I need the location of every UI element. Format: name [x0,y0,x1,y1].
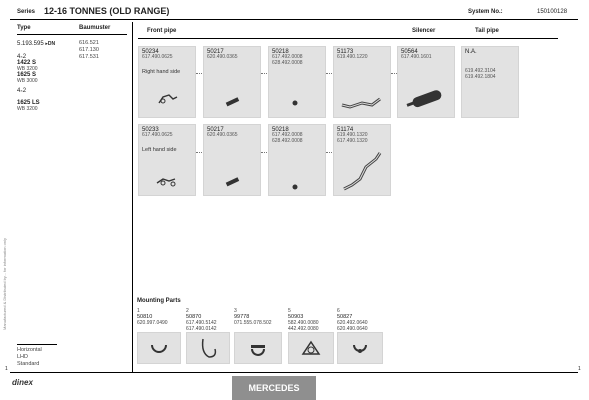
connector-dots [196,73,202,74]
connector-dots [196,152,202,153]
model-group-1: 1422 S WB 3200 1625 S WB 3000 [17,60,38,84]
part-50218-b[interactable]: 50218 617.492.0008 628.492.0008 [268,124,326,196]
gasket-icon [224,175,242,189]
mounting-box-99778[interactable] [234,332,282,364]
mounting-item[interactable]: 2 50870 617.490.5142 617.490.0142 [186,308,217,332]
spec-list: Horizontal LHD Standard [17,347,42,367]
brand-bar: MERCEDES [232,376,316,400]
baumuster-label: Baumuster [79,25,111,31]
front-pipe-bracket-icon [157,91,179,105]
mounting-item[interactable]: 6 50827 620.492.0640 620.490.0640 [337,308,368,332]
part-51173[interactable]: 51173 619.490.1220 [333,46,391,118]
col-front-pipe: Front pipe [147,28,177,34]
part-tail-na[interactable]: N.A. 619.492.3104 619.492.1804 [461,46,519,118]
series-title: 12-16 TONNES (OLD RANGE) [44,6,170,16]
part-51174[interactable]: 51174 619.490.1320 617.490.1320 [333,124,391,196]
spec-divider [17,344,57,345]
part-50218[interactable]: 50218 617.492.0008 628.492.0008 [268,46,326,118]
type-label: Type [17,25,31,31]
flange-icon [301,340,321,358]
mounting-box-50903[interactable] [288,332,334,364]
series-label: Series [17,9,36,15]
connector-dots [326,152,332,153]
col-silencer: Silencer [412,28,436,34]
baumuster-list: 616.521 617.130 617.531 [79,40,99,60]
clamp-icon [249,341,269,357]
nut-icon [291,183,301,191]
dinex-logo: dinex [12,378,33,387]
part-50564[interactable]: 50564 617.490.1601 [397,46,455,118]
axle-icon-2: 4×2 [17,88,27,94]
mounting-item[interactable]: 3 99778 071.555.078.502 [234,308,272,326]
col-header-line [138,38,558,39]
pipe-icon [340,91,384,111]
nut-icon [291,99,301,107]
page-right: 1 [578,366,581,372]
connector-dots [326,73,332,74]
part-50233[interactable]: 50233 617.490.0625 Left hand side [138,124,196,196]
footer-divider [10,372,578,373]
pipe-icon [340,149,384,193]
side-disclaimer: Manufactured & Distributed by... for information only [2,238,7,330]
left-divider [17,34,127,35]
mounting-box-50870[interactable] [186,332,230,364]
clamp-icon [148,341,170,357]
col-tail-pipe: Tail pipe [475,28,499,34]
part-50217-b[interactable]: 50217 620.490.0365 [203,124,261,196]
mounting-box-50827[interactable] [337,332,383,364]
engine-code: 5.193.595 ▸DN [17,41,56,47]
gasket-icon [224,95,242,109]
vertical-divider [132,22,133,372]
silencer-icon [404,87,448,111]
system-number: 150100128 [537,9,568,15]
axle-icon: 4×2 [17,54,27,60]
part-50217[interactable]: 50217 620.490.0365 [203,46,261,118]
system-label: System No.: [468,9,503,15]
part-50234[interactable]: 50234 617.490.0625 Right hand side [138,46,196,118]
connector-dots [261,152,267,153]
mounting-box-50810[interactable] [137,332,181,364]
front-pipe-bracket-icon [155,175,179,189]
header-divider [10,19,578,20]
mounting-item[interactable]: 5 50903 582.490.0080 442.492.0080 [288,308,319,332]
page-left: 1 [5,366,8,372]
connector-dots [261,73,267,74]
mounting-item[interactable]: 1 50810 620.997.0490 [137,308,168,326]
mounting-title: Mounting Parts [137,298,181,304]
clamp-icon [350,341,370,357]
u-bolt-icon [199,337,219,361]
model-group-2: 1625 LS WB 3200 [17,100,40,112]
